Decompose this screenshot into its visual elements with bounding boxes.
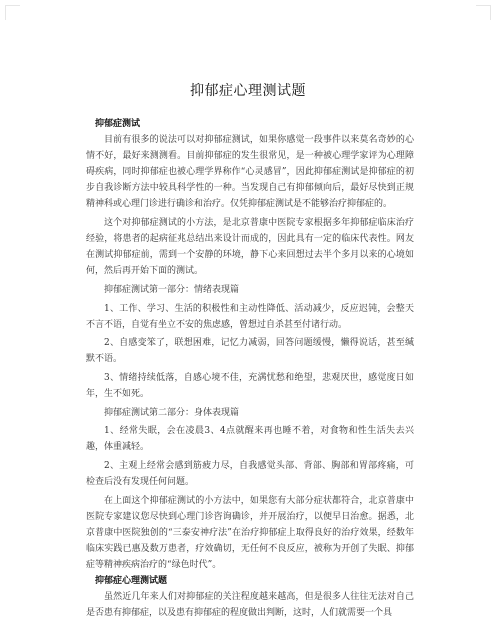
paragraph-psych-test-intro: 虽然近几年来人们对抑郁症的关注程度越来越高，但是很多人往往无法对自己是否患有抑郁症，以及患有抑郁症的程度做出判断，这时，人们就需要一个具 — [86, 592, 414, 619]
page-corner-mark-left — [5, 5, 20, 20]
list-item-body-2: 2、主观上经常会感到筋疲力尽，自我感觉头部、背部、胸部和胃部疼痛，可检查后没有发现任何问题。 — [86, 460, 414, 487]
subheading-part-two: 抑郁症测试第二部分：身体表现篇 — [104, 407, 240, 418]
list-item-emotion-2: 2、自感变笨了，联想困难，记忆力减弱，回答问题缓慢，懒得说话，甚至缄默不语。 — [86, 338, 414, 365]
section-heading-psych-test: 抑郁症心理测试题 — [95, 576, 168, 587]
paragraph-conclusion: 在上面这个抑郁症测试的小方法中，如果您有大部分症状都符合，北京普康中医院专家建议您尽快到心理门诊咨询确诊，并开展治疗，以便早日治愈。据悉，北京普康中医院独创的“三泰安神疗法”在治疗抑郁症上取得良好的治疗效果，经数年临床实践已惠及数万患者，疗效确切，无任何不良反应，被称为开创了失眠、抑郁症等精神疾病治疗的“绿色时代”。 — [86, 495, 414, 570]
paragraph-intro: 目前有很多的说法可以对抑郁症测试，如果你感觉一段事件以来莫名奇妙的心情不好，最好来测测看。目前抑郁症的发生很常见，是一种被心理学家评为心理障碍疾病，同时抑郁症也被心理学界称作“心灵感冒”，因此抑郁症测试是抑郁症的初步自我诊断方法中较具科学性的一种。当发现自己有抑郁倾向后，最好尽快到正规精神科或心理门诊进行确诊和治疗。仅凭抑郁症测试是不能够治疗抑郁症的。 — [86, 135, 414, 210]
list-item-emotion-3: 3、情绪持续低落，自感心境不佳，充满忧愁和绝望，悲观厌世，感觉度日如年，生不如死。 — [86, 372, 414, 399]
list-item-emotion-1: 1、工作、学习、生活的积极性和主动性降低、活动减少，反应迟钝，会整天不言不语，自觉有坐立不安的焦虑感，曾想过自杀甚至付诸行动。 — [86, 303, 414, 330]
document-body — [86, 116, 414, 621]
list-item-body-1: 1、经常失眠，会在凌晨3、4点就醒来再也睡不着，对食物和性生活失去兴趣，体重减轻。 — [86, 426, 414, 453]
document-title: 抑郁症心理测试题 — [190, 83, 306, 99]
paragraph-method: 这个对抑郁症测试的小方法，是北京普康中医院专家根据多年抑郁症临床治疗经验，将患者的起病征兆总结出来设计而成的，因此具有一定的临床代表性。网友在测试抑郁症前，需到一个安静的环境，静下心来回想过去半个多月以来的心境如何，然后再开始下面的测试。 — [86, 218, 414, 277]
page-corner-mark-right — [476, 5, 491, 20]
section-heading-depression-test: 抑郁症测试 — [95, 119, 141, 129]
subheading-part-one: 抑郁症测试第一部分：情绪表现篇 — [104, 284, 240, 295]
